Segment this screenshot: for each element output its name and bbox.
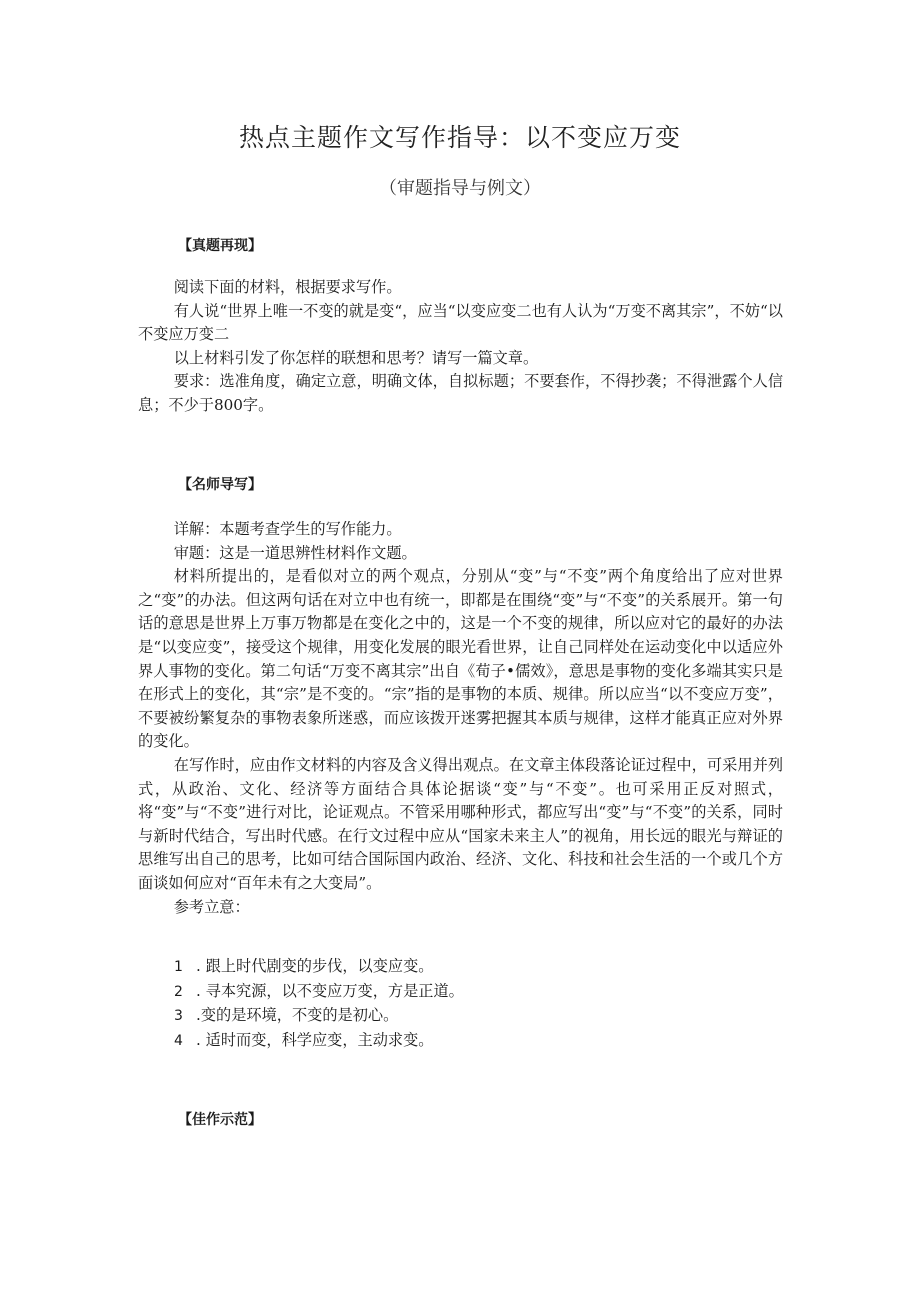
list-item-number: 3	[174, 1008, 183, 1025]
document-title: 热点主题作文写作指导：以不变应万变	[238, 123, 681, 152]
section-heading-model-essay: 【佳作示范】	[178, 1112, 262, 1128]
list-item-number: 1	[174, 959, 183, 975]
list-item	[174, 1004, 774, 1029]
list-item-text: . 寻本究源，以不变应万变，方是正道。	[196, 981, 464, 1000]
paragraph: 材料所提出的，是看似对立的两个观点，分别从“变”与“不变”两个角度给出了应对世界之“变”的办法。但这两句话在对立中也有统一，即都是在围绕“变”与“不变”的关系展开。第一句话的意思是世界上万事万物都是在变化之中的，这是一个不变的规律，所以应对它的最好的办法是“以变应变”，接受这个规律，用变化发展的眼光看世界，让自己同样处在运动变化中以适应外界人事物的变化。第二句话“万变不离其宗”出自《荀子•儒效》，意思是事物的变化多端其实只是在形式上的变化，其“宗”是不变的。“宗”指的是事物的本质、规律。所以应当“以不变应万变”，不要被纷繁复杂的事物表象所迷惑，而应该拨开迷雾把握其本质与规律，这样才能真正应对外界的变化。	[138, 567, 783, 751]
paragraph: 要求：选准角度，确定立意，明确文体，自拟标题；不要套作，不得抄袭；不得泄露个人信息；不少于800字。	[138, 372, 783, 414]
paragraph: 审题：这是一道思辨性材料作文题。	[173, 543, 417, 562]
list-item	[174, 980, 774, 1005]
document-subtitle: （审题指导与例文）	[379, 178, 541, 199]
paragraph: 在写作时，应由作文材料的内容及含义得出观点。在文章主体段落论证过程中，可采用并列式，从政治、文化、经济等方面结合具体论据谈“变”与“不变”。也可采用正反对照式，将“变”与“不变”进行对比，论证观点。不管采用哪种形式，都应写出“变”与“不变”的关系，同时与新时代结合，写出时代感。在行文过程中应从“国家未来主人”的视角，用长远的眼光与辩证的思维写出自己的思考，比如可结合国际国内政治、经济、文化、科技和社会生活的一个或几个方面谈如何应对“百年未有之大变局”。	[138, 755, 783, 892]
list-item-text: . 跟上时代剧变的步伐，以变应变。	[196, 957, 434, 975]
list-item	[174, 955, 774, 980]
paragraph: 阅读下面的材料，根据要求写作。	[173, 278, 402, 296]
section-teacher-guide-body	[138, 518, 783, 919]
list-item-text: .变的是环境，不变的是初心。	[196, 1006, 399, 1025]
list-item-number: 2	[174, 983, 183, 1000]
list-item-number: 4	[174, 1032, 183, 1049]
list-item	[174, 1029, 774, 1054]
reference-ideas-list	[174, 955, 774, 1053]
section-real-exam-body	[138, 276, 783, 418]
paragraph: 有人说“世界上唯一不变的就是变“，应当“以变应变二也有人认为“万变不离其宗”，不妨“以不变应万变二	[138, 301, 783, 344]
list-item-text: . 适时而变，科学应变，主动求变。	[196, 1030, 434, 1049]
paragraph: 详解：本题考查学生的写作能力。	[173, 520, 402, 538]
section-heading-teacher-guide: 【名师导写】	[178, 477, 262, 493]
paragraph: 以上材料引发了你怎样的联想和思考？请写一篇文章。	[173, 348, 539, 367]
section-heading-real-exam: 【真题再现】	[178, 238, 262, 254]
paragraph: 参考立意：	[173, 897, 250, 916]
